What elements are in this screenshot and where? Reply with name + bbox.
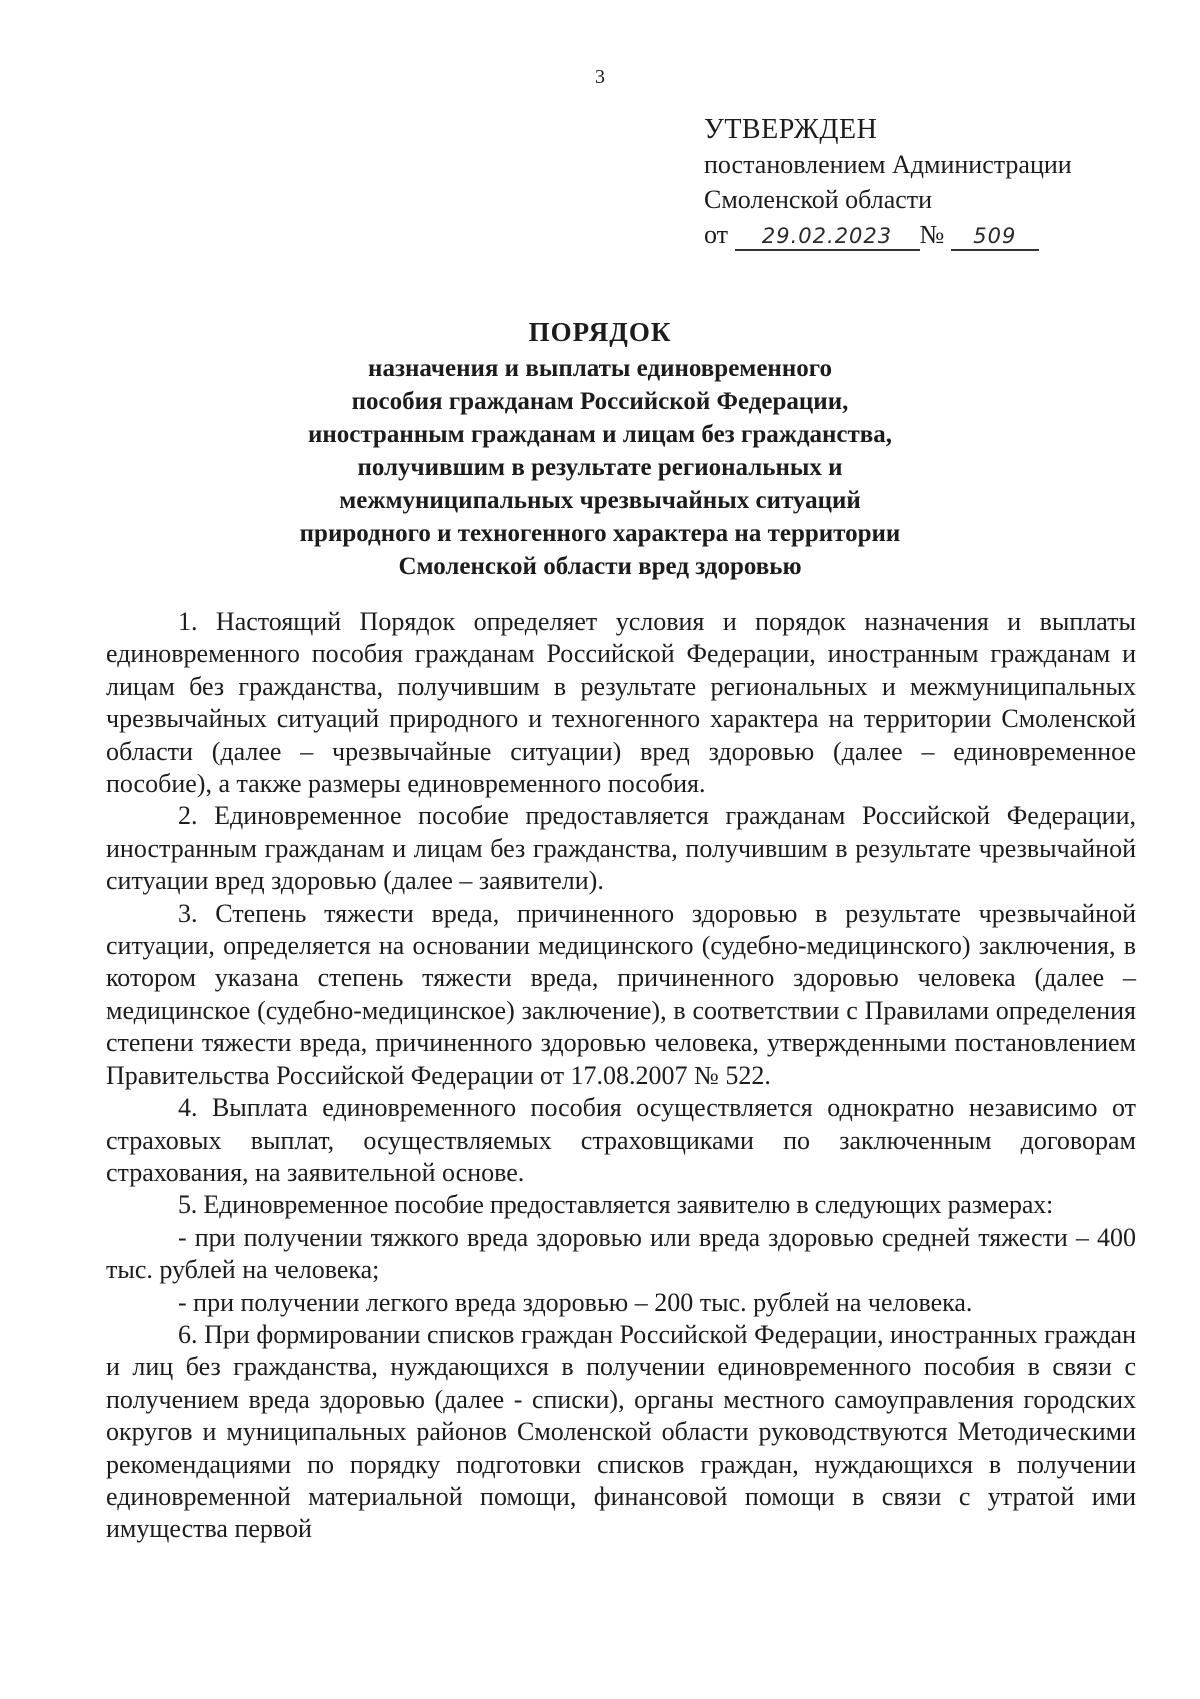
handwritten-date: 29.02.2023 <box>735 223 920 251</box>
title-line: назначения и выплаты единовременного <box>368 355 832 382</box>
approval-line-resolution: постановлением Администрации <box>704 150 1072 179</box>
approval-line-region: Смоленской области <box>704 185 933 214</box>
paragraph-5-item-1: - при получении тяжкого вреда здоровью или вреда здоровью средней тяжести – 400 тыс. рублей на человека; <box>106 1222 1136 1285</box>
date-prefix: от <box>704 220 729 249</box>
document-title <box>160 312 1040 583</box>
number-sign: № <box>919 220 945 249</box>
handwritten-number: 509 <box>951 223 1039 251</box>
title-line: межмуниципальных чрезвычайных ситуаций <box>339 487 861 514</box>
paragraph-3: 3. Степень тяжести вреда, причиненного здоровью в результате чрезвычайной ситуации, определяется на основании медицинского (судебно-медицинского) заключения, в котором указана степень тяжести вреда, причиненного здоровью человека (далее – медицинское (судебно-медицинское) заключение), в соответствии с Правилами определения степени тяжести вреда, причиненного здоровью человека, утвержденными постановлением Правительства Российской Федерации от 17.08.2007 № 522. <box>106 898 1136 1090</box>
title-line: пособия гражданам Российской Федерации, <box>351 388 849 415</box>
paragraph-6: 6. При формировании списков граждан Российской Федерации, иностранных граждан и лиц без гражданства, нуждающихся в получении единовременного пособия в связи с получением вреда здоровью (далее - списки), органы местного самоуправления городских округов и муниципальных районов Смоленской области руководствуются Методическими рекомендациями по порядку подготовки списков граждан, нуждающихся в получении единовременной материальной помощи, финансовой помощи в связи с утратой ими имущества первой <box>106 1319 1136 1544</box>
paragraph-5-item-2: - при получении легкого вреда здоровью – 200 тыс. рублей на человека. <box>178 1287 973 1317</box>
approval-date-line <box>704 217 1072 252</box>
page-number: 3 <box>595 66 605 88</box>
approval-block <box>704 112 1072 252</box>
title-line: получившим в результате региональных и <box>357 454 843 481</box>
title-line: иностранным гражданам и лицам без гражданства, <box>307 421 893 448</box>
paragraph-4: 4. Выплата единовременного пособия осуществляется однократно независимо от страховых выплат, осуществляемых страховщиками по заключенным договорам страхования, на заявительной основе. <box>106 1093 1136 1187</box>
title-line: природного и техногенного характера на территории <box>299 520 901 547</box>
document-body <box>106 606 1136 1546</box>
paragraph-5: 5. Единовременное пособие предоставляется заявителю в следующих размерах: <box>178 1190 1053 1220</box>
approval-heading: УТВЕРЖДЕН <box>704 114 878 145</box>
paragraph-2: 2. Единовременное пособие предоставляется гражданам Российской Федерации, иностранным гражданам и лицам без гражданства, получившим в результате чрезвычайной ситуации вред здоровью (далее – заявители). <box>106 801 1136 896</box>
title-main: ПОРЯДОК <box>528 317 672 347</box>
title-line: Смоленской области вред здоровью <box>398 553 802 580</box>
paragraph-1: 1. Настоящий Порядок определяет условия и порядок назначения и выплаты единовременного пособия гражданам Российской Федерации, иностранным гражданам и лицам без гражданства, получившим в результате региональных и межмуниципальных чрезвычайных ситуаций природного и техногенного характера на территории Смоленской области (далее – чрезвычайные ситуации) вред здоровью (далее – единовременное пособие), а также размеры единовременного пособия. <box>106 607 1136 799</box>
